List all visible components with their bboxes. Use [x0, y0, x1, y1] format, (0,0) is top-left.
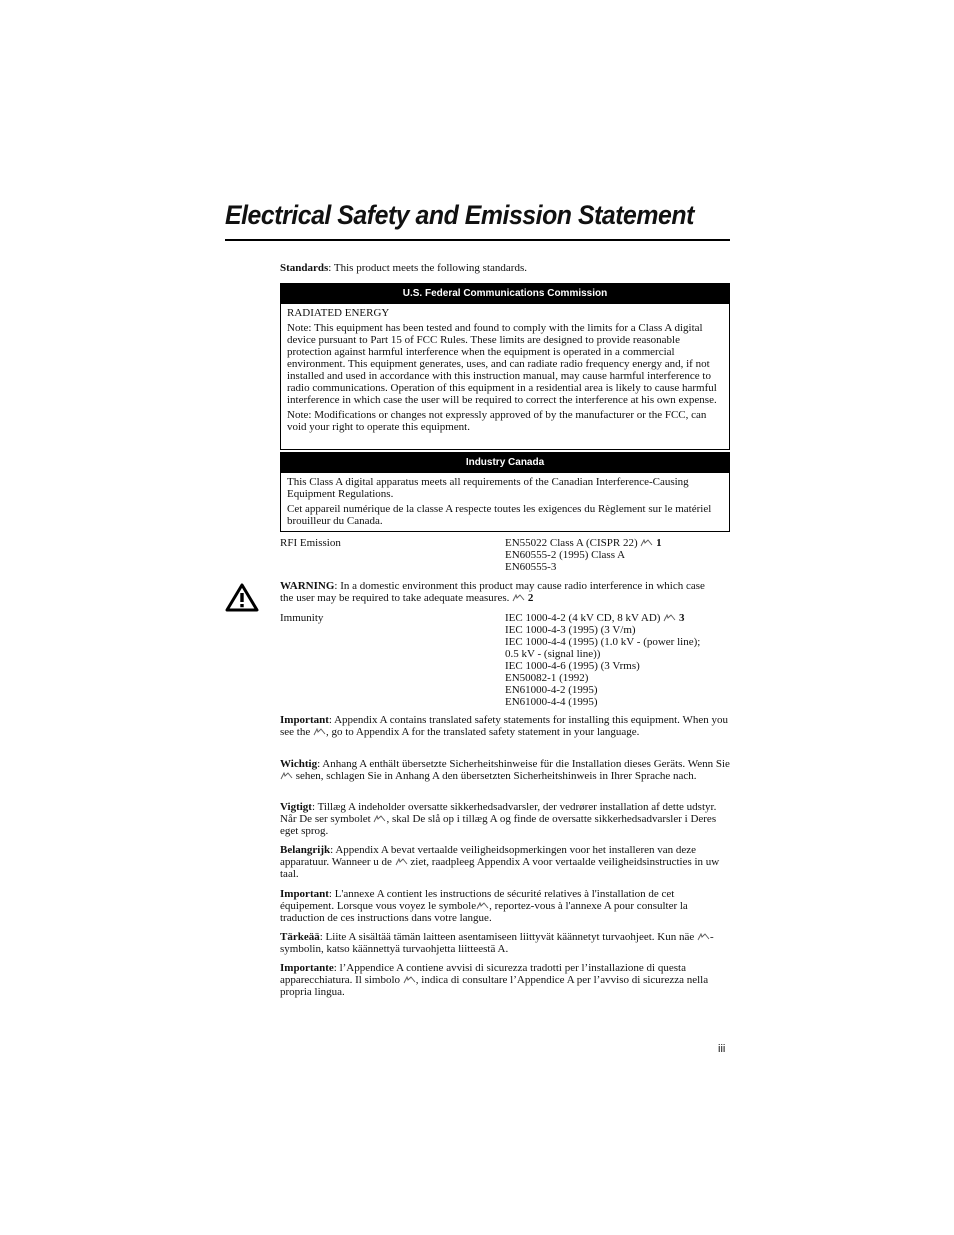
belangrijk-label: Belangrijk: [280, 844, 331, 856]
belangrijk-text-a: : Appendix A bevat vertaalde veiligheidsopmerkingen voor het installeren van deze apparatuur. Wanneer u de: [280, 844, 697, 868]
canada-body: [281, 473, 729, 533]
rfi-line-2: EN60555-2 (1995) Class A: [505, 549, 626, 561]
important-english: [280, 714, 730, 738]
page-number: iii: [718, 1043, 726, 1055]
vigtigt-text-b: , skal De slå op i tillæg A og finde de oversatte sikkerhedsadvarsler i Deres eget sprog.: [280, 813, 717, 837]
belangrijk-dutch: [280, 844, 730, 880]
immunity-line: IEC 1000-4-6 (1995) (3 Vrms): [505, 660, 640, 672]
pen-note-icon: [403, 976, 416, 984]
belangrijk-text-b: ziet, raadpleeg Appendix A voor vertaalde veiligheidsinstructies in uw taal.: [280, 856, 720, 880]
page-title: Electrical Safety and Emission Statement: [225, 200, 694, 230]
importante-label: Importante: [280, 962, 334, 974]
immunity-line: EN61000-4-4 (1995): [505, 696, 598, 708]
title-rule: [225, 239, 730, 241]
fcc-note-1: Note: This equipment has been tested and found to comply with the limits for a Class A digital device pursuant to Part 15 of FCC Rules. These limits are designed to provide reasonable protection against harmful interference when the equipment is operated in a commercial environment. This equipment generates, uses, and can radiate radio frequency energy and, if not installed and used in accordance with this instruction manual, may cause harmful interference to radio communications. Operation of this equipment in a residential area is likely to cause harmful interference in which case the user will be required to correct the interference at his own expense.: [287, 322, 717, 406]
fcc-heading: U.S. Federal Communications Commission: [281, 284, 729, 304]
pen-note-icon: [663, 614, 676, 622]
importante-text-b: , indica di consultare l’Appendice A per l’avviso di sicurezza nella propria lingua.: [280, 974, 709, 998]
important-fr-label: Important: [280, 888, 329, 900]
tarkeaa-text-a: : Liite A sisältää tämän laitteen asentamiseen liittyvät käännetyt turvaohjeet. Kun näe: [319, 931, 697, 943]
warning-body: : In a domestic environment this product may cause radio interference in which case the user may be required to take adequate measures.: [280, 580, 705, 604]
important-label: Important: [280, 714, 329, 726]
important-text-b: , go to Appendix A for the translated safety statement in your language.: [325, 726, 640, 738]
rfi-label: RFI Emission: [280, 537, 341, 549]
immunity-label: Immunity: [280, 612, 324, 624]
pen-note-icon: [373, 815, 386, 823]
fcc-body: [281, 304, 729, 439]
fcc-note-2: Note: Modifications or changes not expressly approved of by the manufacturer or the FCC, can void your right to operate this equipment.: [287, 409, 707, 433]
tarkeaa-text-b: -symbolin, katso käännettyä turvaohjetta liitteestä A.: [280, 931, 714, 955]
vigtigt-text-a: : Tillæg A indeholder oversatte sikkerhedsadvarsler, der vedrører installation af dette udstyr. Når De ser symbolet: [280, 801, 717, 825]
tarkeaa-finnish: [280, 931, 730, 955]
immunity-line: IEC 1000-4-4 (1995) (1.0 kV - (power line);: [505, 636, 701, 648]
important-french: [280, 888, 730, 924]
warning-triangle-icon: [225, 583, 259, 613]
importante-italian: [280, 962, 730, 998]
immunity-line: EN61000-4-2 (1995): [505, 684, 598, 696]
pen-note-icon: [512, 594, 525, 602]
wichtig-label: Wichtig: [280, 758, 318, 770]
tarkeaa-label: Tärkeää: [280, 931, 320, 943]
pen-note-icon: [280, 772, 293, 780]
canada-french: Cet appareil numérique de la classe A respecte toutes les exigences du Règlement sur le matériel brouilleur du Canada.: [287, 503, 712, 527]
immunity-line-1: IEC 1000-4-2 (4 kV CD, 8 kV AD): [505, 612, 661, 624]
rfi-line-1: EN55022 Class A (CISPR 22): [505, 537, 638, 549]
pen-note-icon: [476, 902, 489, 910]
pen-note-icon: [395, 858, 408, 866]
canada-heading: Industry Canada: [281, 453, 729, 473]
immunity-ref: 3: [678, 612, 685, 624]
rfi-line-3: EN60555-3: [505, 561, 557, 573]
vigtigt-danish: [280, 801, 730, 837]
standards-label: Standards: [280, 262, 329, 274]
warning-ref: 2: [527, 592, 534, 604]
rfi-ref: 1: [656, 537, 662, 549]
canada-box: [280, 452, 730, 532]
warning-text: [280, 580, 720, 604]
standards-text: : This product meets the following standards.: [328, 262, 527, 274]
wichtig-german: [280, 758, 730, 782]
pen-note-icon: [697, 933, 710, 941]
important-fr-text-b: , reportez-vous à l'annexe A pour consulter la traduction de ces instructions dans votre langue.: [280, 900, 688, 924]
standards-line: [280, 262, 527, 274]
pen-note-icon: [640, 539, 653, 547]
canada-english: This Class A digital apparatus meets all requirements of the Canadian Interference-Causing Equipment Regulations.: [287, 476, 689, 500]
fcc-box: [280, 283, 730, 450]
immunity-line: IEC 1000-4-3 (1995) (3 V/m): [505, 624, 636, 636]
pen-note-icon: [313, 728, 326, 736]
wichtig-text-a: : Anhang A enthält übersetzte Sicherheitshinweise für die Installation dieses Geräts. Wenn Sie: [317, 758, 730, 770]
immunity-values: [505, 612, 730, 708]
important-text-a: : Appendix A contains translated safety statements for installing this equipment. When you see the: [280, 714, 728, 738]
immunity-line: 0.5 kV - (signal line)): [505, 648, 601, 660]
wichtig-text-b: sehen, schlagen Sie in Anhang A den übersetzten Sicherheitshinweis in Ihrer Sprache nach.: [293, 770, 697, 782]
importante-text-a: : l’Appendice A contiene avvisi di sicurezza tradotti per l’installazione di questa apparecchiatura. Il simbolo: [280, 962, 686, 986]
warning-label: WARNING: [280, 580, 335, 592]
important-fr-text-a: : L'annexe A contient les instructions de sécurité relatives à l'installation de cet équipement. Lorsque vous voyez le symbole: [280, 888, 675, 912]
rfi-values: [505, 537, 730, 573]
radiated-energy: RADIATED ENERGY: [287, 307, 390, 319]
immunity-line: EN50082-1 (1992): [505, 672, 589, 684]
vigtigt-label: Vigtigt: [280, 801, 312, 813]
